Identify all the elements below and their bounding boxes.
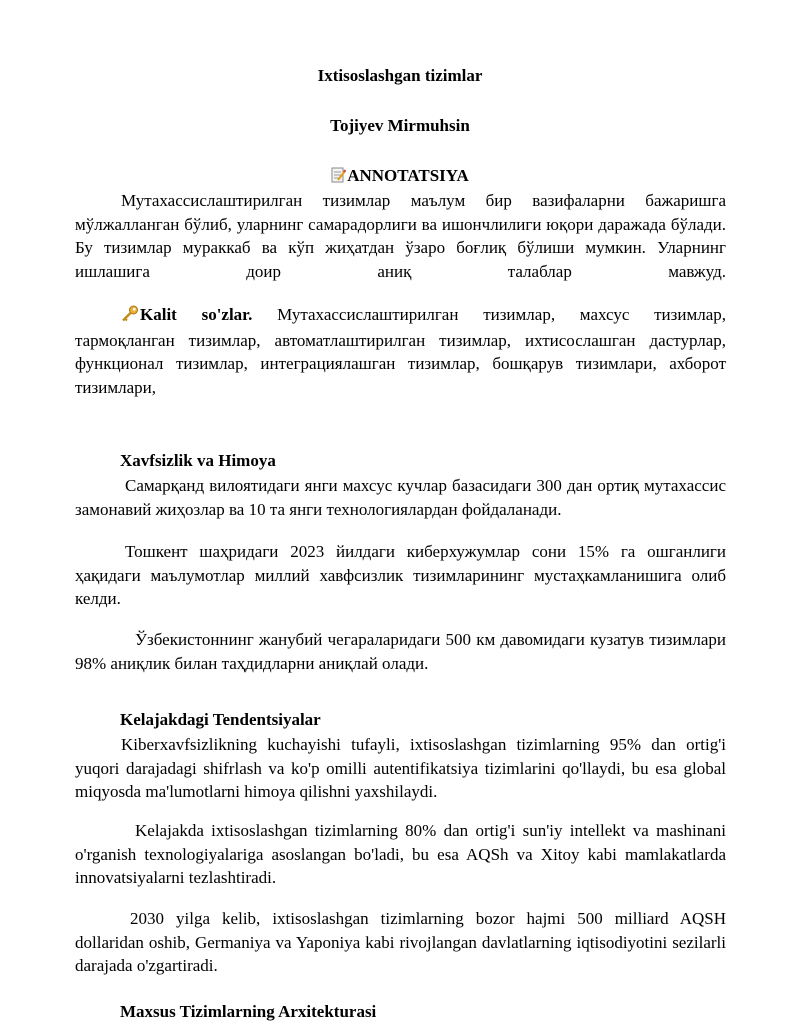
security-paragraph-1 — [75, 474, 726, 521]
paragraph-text: Kiberxavfsizlikning kuchayishi tufayli, ixtisoslashgan tizimlarning 95% dan ortig'i yuqori darajadagi shifrlash va ko'p omilli autentifikatsiya tizimlarini qo'llaydi, bu esa global miqyosda ma'lumotlarni himoya qilishni yaxshilaydi. — [75, 735, 726, 802]
section-heading-architecture: Maxsus Tizimlarning Arxitekturasi — [120, 1002, 377, 1021]
section-heading-trends: Kelajakdagi Tendentsiyalar — [120, 710, 321, 729]
annotation-heading-line — [0, 166, 800, 188]
annotation-paragraph — [75, 189, 726, 283]
note-pencil-icon — [331, 167, 346, 188]
document-author: Tojiyev Mirmuhsin — [330, 116, 470, 135]
annotation-text: Мутахассислаштирилган тизимлар маълум бир вазифаларни бажаришга мўлжалланган бўлиб, уларнинг самарадорлиги ва ишончлилиги юқори даражада бўлади. Бу тизимлар мураккаб ва кўп жиҳатдан ўзаро боғлиқ бўлиши мумкин. Уларнинг ишлашига доир аниқ талаблар мавжуд. — [75, 191, 726, 281]
security-paragraph-2 — [75, 540, 726, 611]
trends-paragraph-1 — [75, 733, 726, 804]
paragraph-text: Kelajakda ixtisoslashgan tizimlarning 80% dan ortig'i sun'iy intellekt va mashinani o'rganish texnologiyalariga asoslangan bo'ladi, bu esa AQSh va Xitoy kabi mamlakatlarda innovatsiyalarni tezlashtiradi. — [75, 821, 726, 888]
keywords-paragraph — [75, 303, 726, 399]
keywords-text: Мутахассислаштирилган тизимлар, махсус тизимлар, тармоқланган тизимлар, автоматлаштирилган тизимлар, ихтисослашган дастурлар, функционал тизимлар, интеграциялашган тизимлар, бошқарув тизимлари, ахборот тизимлари, — [75, 305, 726, 397]
trends-paragraph-3 — [75, 907, 726, 978]
paragraph-text: Ўзбекистоннинг жанубий чегараларидаги 500 км давомидаги кузатув тизимлари 98% аниқлик билан таҳдидларни аниқлай олади. — [75, 630, 726, 673]
key-icon — [121, 305, 139, 329]
trends-paragraph-2 — [75, 819, 726, 890]
security-paragraph-3 — [75, 628, 726, 675]
annotation-heading: ANNOTATSIYA — [347, 166, 469, 185]
paragraph-text: Самарқанд вилоятидаги янги махсус кучлар базасидаги 300 дан ортиқ мутахассис замонавий жиҳозлар ва 10 та янги технологиялардан фойдаланади. — [75, 476, 726, 519]
paragraph-text: 2030 yilga kelib, ixtisoslashgan tizimlarning bozor hajmi 500 milliard AQSH dollaridan oshib, Germaniya va Yaponiya kabi rivojlangan davlatlarning iqtisodiyotini sezilarli darajada o'zgartiradi. — [75, 909, 726, 976]
paragraph-text: Тошкент шаҳридаги 2023 йилдаги киберхужумлар сони 15% га ошганлиги ҳақидаги маълумотлар миллий хавфсизлик тизимларининг мустаҳкамланишига олиб келди. — [75, 542, 726, 609]
keywords-label: Kalit so'zlar. — [140, 305, 253, 324]
section-heading-security: Xavfsizlik va Himoya — [120, 451, 276, 470]
document-title: Ixtisoslashgan tizimlar — [317, 66, 483, 85]
